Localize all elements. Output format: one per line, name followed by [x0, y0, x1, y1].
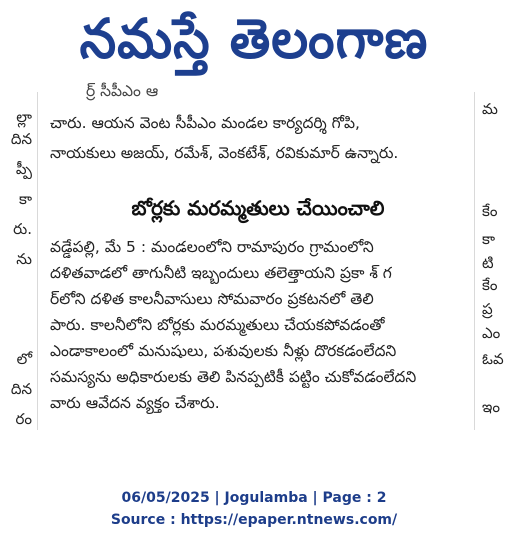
article-headline: బోర్లకు మరమ్మతులు చేయించాలి	[131, 196, 385, 220]
previous-article-line: నాయకులు అజయ్, రమేశ్, వెంకటేశ్, రవికుమార్ ఉన్నారు.	[50, 144, 399, 162]
previous-article-line: చారు. ఆయన వెంట సీపీఎం మండల కార్యదర్శి గోపి,	[50, 114, 360, 132]
article-body-line: పారు. కాలనీలోని బోర్లకు మరమ్మతులు చేయకపోవడంతో	[50, 316, 385, 334]
right-column-fragments	[478, 92, 508, 432]
right-fragment: ఎం	[482, 324, 501, 342]
article-body-line: దళితవాడలో తాగునీటి ఇబ్బందులు తలెత్తాయని ప్రకా శ్ గ	[50, 264, 392, 282]
left-fragment: ప్పీ	[15, 160, 32, 178]
right-fragment: కేం	[482, 276, 498, 294]
right-fragment: ప్ర	[482, 300, 493, 318]
left-fragment: రం	[15, 410, 32, 428]
left-fragment: దిన	[10, 130, 32, 148]
article-body-line: వారు ఆవేదన వ్యక్తం చేశారు.	[50, 394, 220, 412]
footer-meta: 06/05/2025 | Jogulamba | Page : 2	[121, 490, 387, 506]
left-column-fragments	[0, 104, 34, 434]
masthead-title: నమస్తే తెలంగాణ	[79, 7, 429, 71]
article-column	[46, 82, 470, 432]
article-body-line: ర్‌లోని దళిత కాలనీవాసులు సోమవారం ప్రకటనలో తెలి	[50, 290, 374, 308]
right-fragment: మ	[482, 100, 498, 118]
article-body-line: వడ్డేపల్లి, మే 5 : మండలంలోని రామాపురం గ్రామంలోని	[50, 238, 374, 256]
right-fragment: ఓవ	[482, 350, 504, 368]
left-fragment: దిన	[10, 380, 32, 398]
left-fragment: ల్లా	[16, 108, 32, 126]
right-fragment: కా	[482, 230, 496, 248]
column-divider-right	[474, 92, 475, 430]
article-body-line: సమస్యను అధికారులకు తెలి పినప్పటికీ పట్టిం చుకోవడంలేదని	[50, 368, 417, 386]
left-fragment: ను	[16, 250, 32, 268]
right-fragment: కేం	[482, 202, 498, 220]
newspaper-masthead	[0, 0, 508, 92]
column-divider-left	[37, 92, 38, 430]
article-body-line: ఎండాకాలంలో మనుషులు, పశువులకు నీళ్లు దొరకడంలేదని	[50, 342, 397, 360]
left-fragment: కా	[18, 190, 32, 208]
previous-article-cut-line: ర్ర్ సీపీఎం ఆ	[86, 82, 159, 100]
footer-source: Source : https://epaper.ntnews.com/	[110, 512, 398, 528]
left-fragment: లో	[16, 350, 32, 368]
left-fragment: రు.	[13, 220, 32, 238]
right-fragment: ఇం	[482, 398, 500, 416]
right-fragment: టి	[482, 254, 494, 272]
